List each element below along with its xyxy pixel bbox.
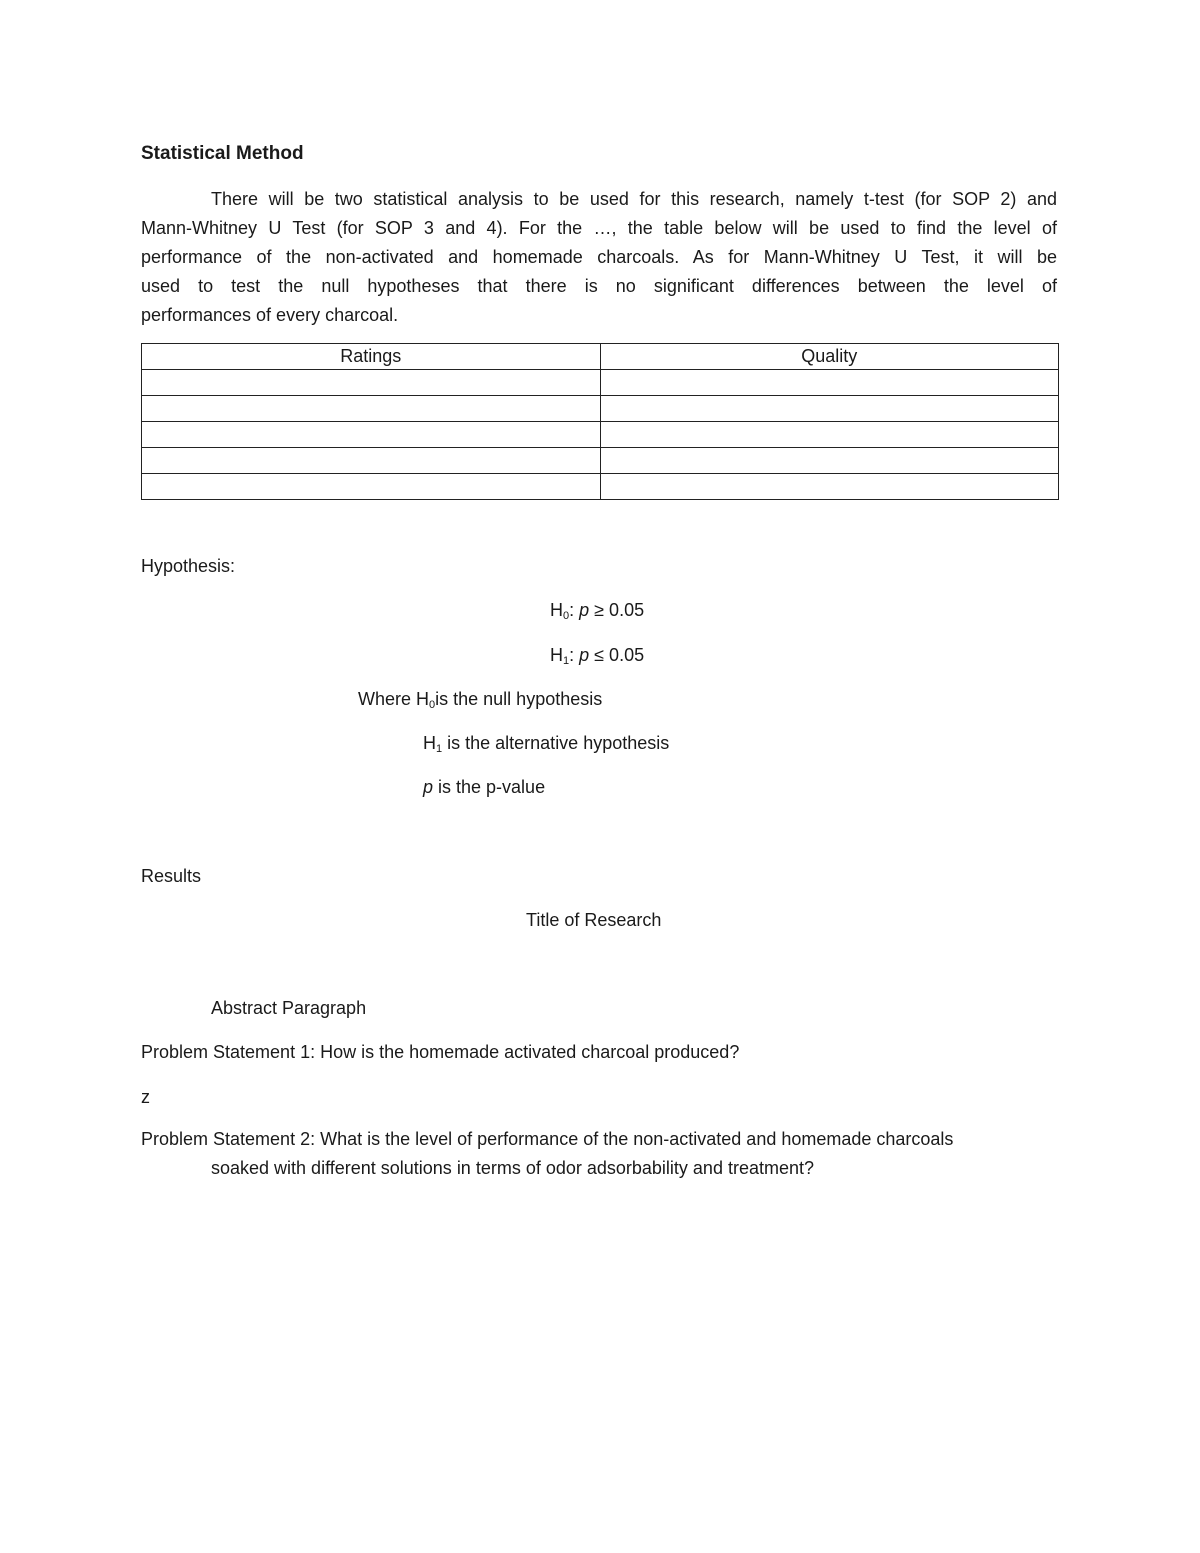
where-prefix: Where H: [358, 689, 430, 709]
stray-character: z: [141, 1087, 150, 1107]
table-cell: [142, 422, 601, 448]
results-label: Results: [141, 866, 202, 886]
table-cell: [600, 422, 1059, 448]
table-row: [142, 370, 1059, 396]
ratings-quality-table: [141, 343, 1059, 500]
table-cell: [600, 396, 1059, 422]
h0-condition: ≥ 0.05: [589, 600, 645, 620]
h1-colon: :: [569, 645, 575, 665]
table-row: [142, 474, 1059, 500]
alternative-definition: [423, 733, 669, 755]
problem-statement-1: Problem Statement 1: How is the homemade activated charcoal produced?: [141, 1042, 740, 1062]
section-heading: Statistical Method: [141, 143, 304, 164]
alt-subscript: 1: [436, 743, 443, 755]
table-cell: [142, 370, 601, 396]
table-header-quality: Quality: [600, 344, 1059, 370]
alt-symbol: H: [423, 733, 436, 753]
h0-subscript: 0: [563, 610, 570, 622]
alt-text: is the alternative hypothesis: [442, 733, 670, 753]
table-cell: [600, 448, 1059, 474]
statistical-method-paragraph: [141, 185, 1057, 330]
table-cell: [142, 474, 601, 500]
where-subscript: 0: [429, 699, 436, 711]
table-row: [142, 396, 1059, 422]
h0-symbol: H: [550, 600, 563, 620]
table-header-row: [142, 344, 1059, 370]
table-row: [142, 422, 1059, 448]
h1-variable: p: [579, 645, 590, 665]
h1-symbol: H: [550, 645, 563, 665]
h1-subscript: 1: [563, 655, 570, 667]
table-cell: [142, 448, 601, 474]
table-cell: [600, 370, 1059, 396]
h0-colon: :: [569, 600, 575, 620]
paragraph-line: performance of the non-activated and homemade charcoals. As for Mann-Whitney U Test, it will be: [141, 247, 1057, 267]
research-title: Title of Research: [526, 910, 662, 930]
table-header-ratings: Ratings: [142, 344, 601, 370]
p-value-definition: [423, 777, 545, 798]
table-cell: [142, 396, 601, 422]
paragraph-line: used to test the null hypotheses that there is no significant differences between the level of: [141, 276, 1057, 296]
null-hypothesis-formula: [550, 600, 644, 622]
abstract-paragraph: Abstract Paragraph: [211, 998, 367, 1018]
where-text: is the null hypothesis: [435, 689, 603, 709]
paragraph-line: Mann-Whitney U Test (for SOP 3 and 4). For the …, the table below will be used to find the level of: [141, 218, 1057, 238]
p-text: is the p-value: [433, 777, 546, 797]
where-null-definition: [358, 689, 602, 711]
h1-condition: ≤ 0.05: [589, 645, 645, 665]
hypothesis-label: Hypothesis:: [141, 556, 236, 576]
paragraph-line: performances of every charcoal.: [141, 305, 399, 325]
problem-statement-2-continuation: soaked with different solutions in terms of odor adsorbability and treatment?: [211, 1158, 814, 1178]
problem-statement-2: Problem Statement 2: What is the level of performance of the non-activated and homemade charcoals: [141, 1129, 954, 1149]
h0-variable: p: [579, 600, 590, 620]
table-row: [142, 448, 1059, 474]
table-cell: [600, 474, 1059, 500]
alternative-hypothesis-formula: [550, 645, 644, 667]
paragraph-line: There will be two statistical analysis to be used for this research, namely t-test (for SOP 2) and: [211, 189, 1057, 209]
p-variable: p: [423, 777, 434, 797]
